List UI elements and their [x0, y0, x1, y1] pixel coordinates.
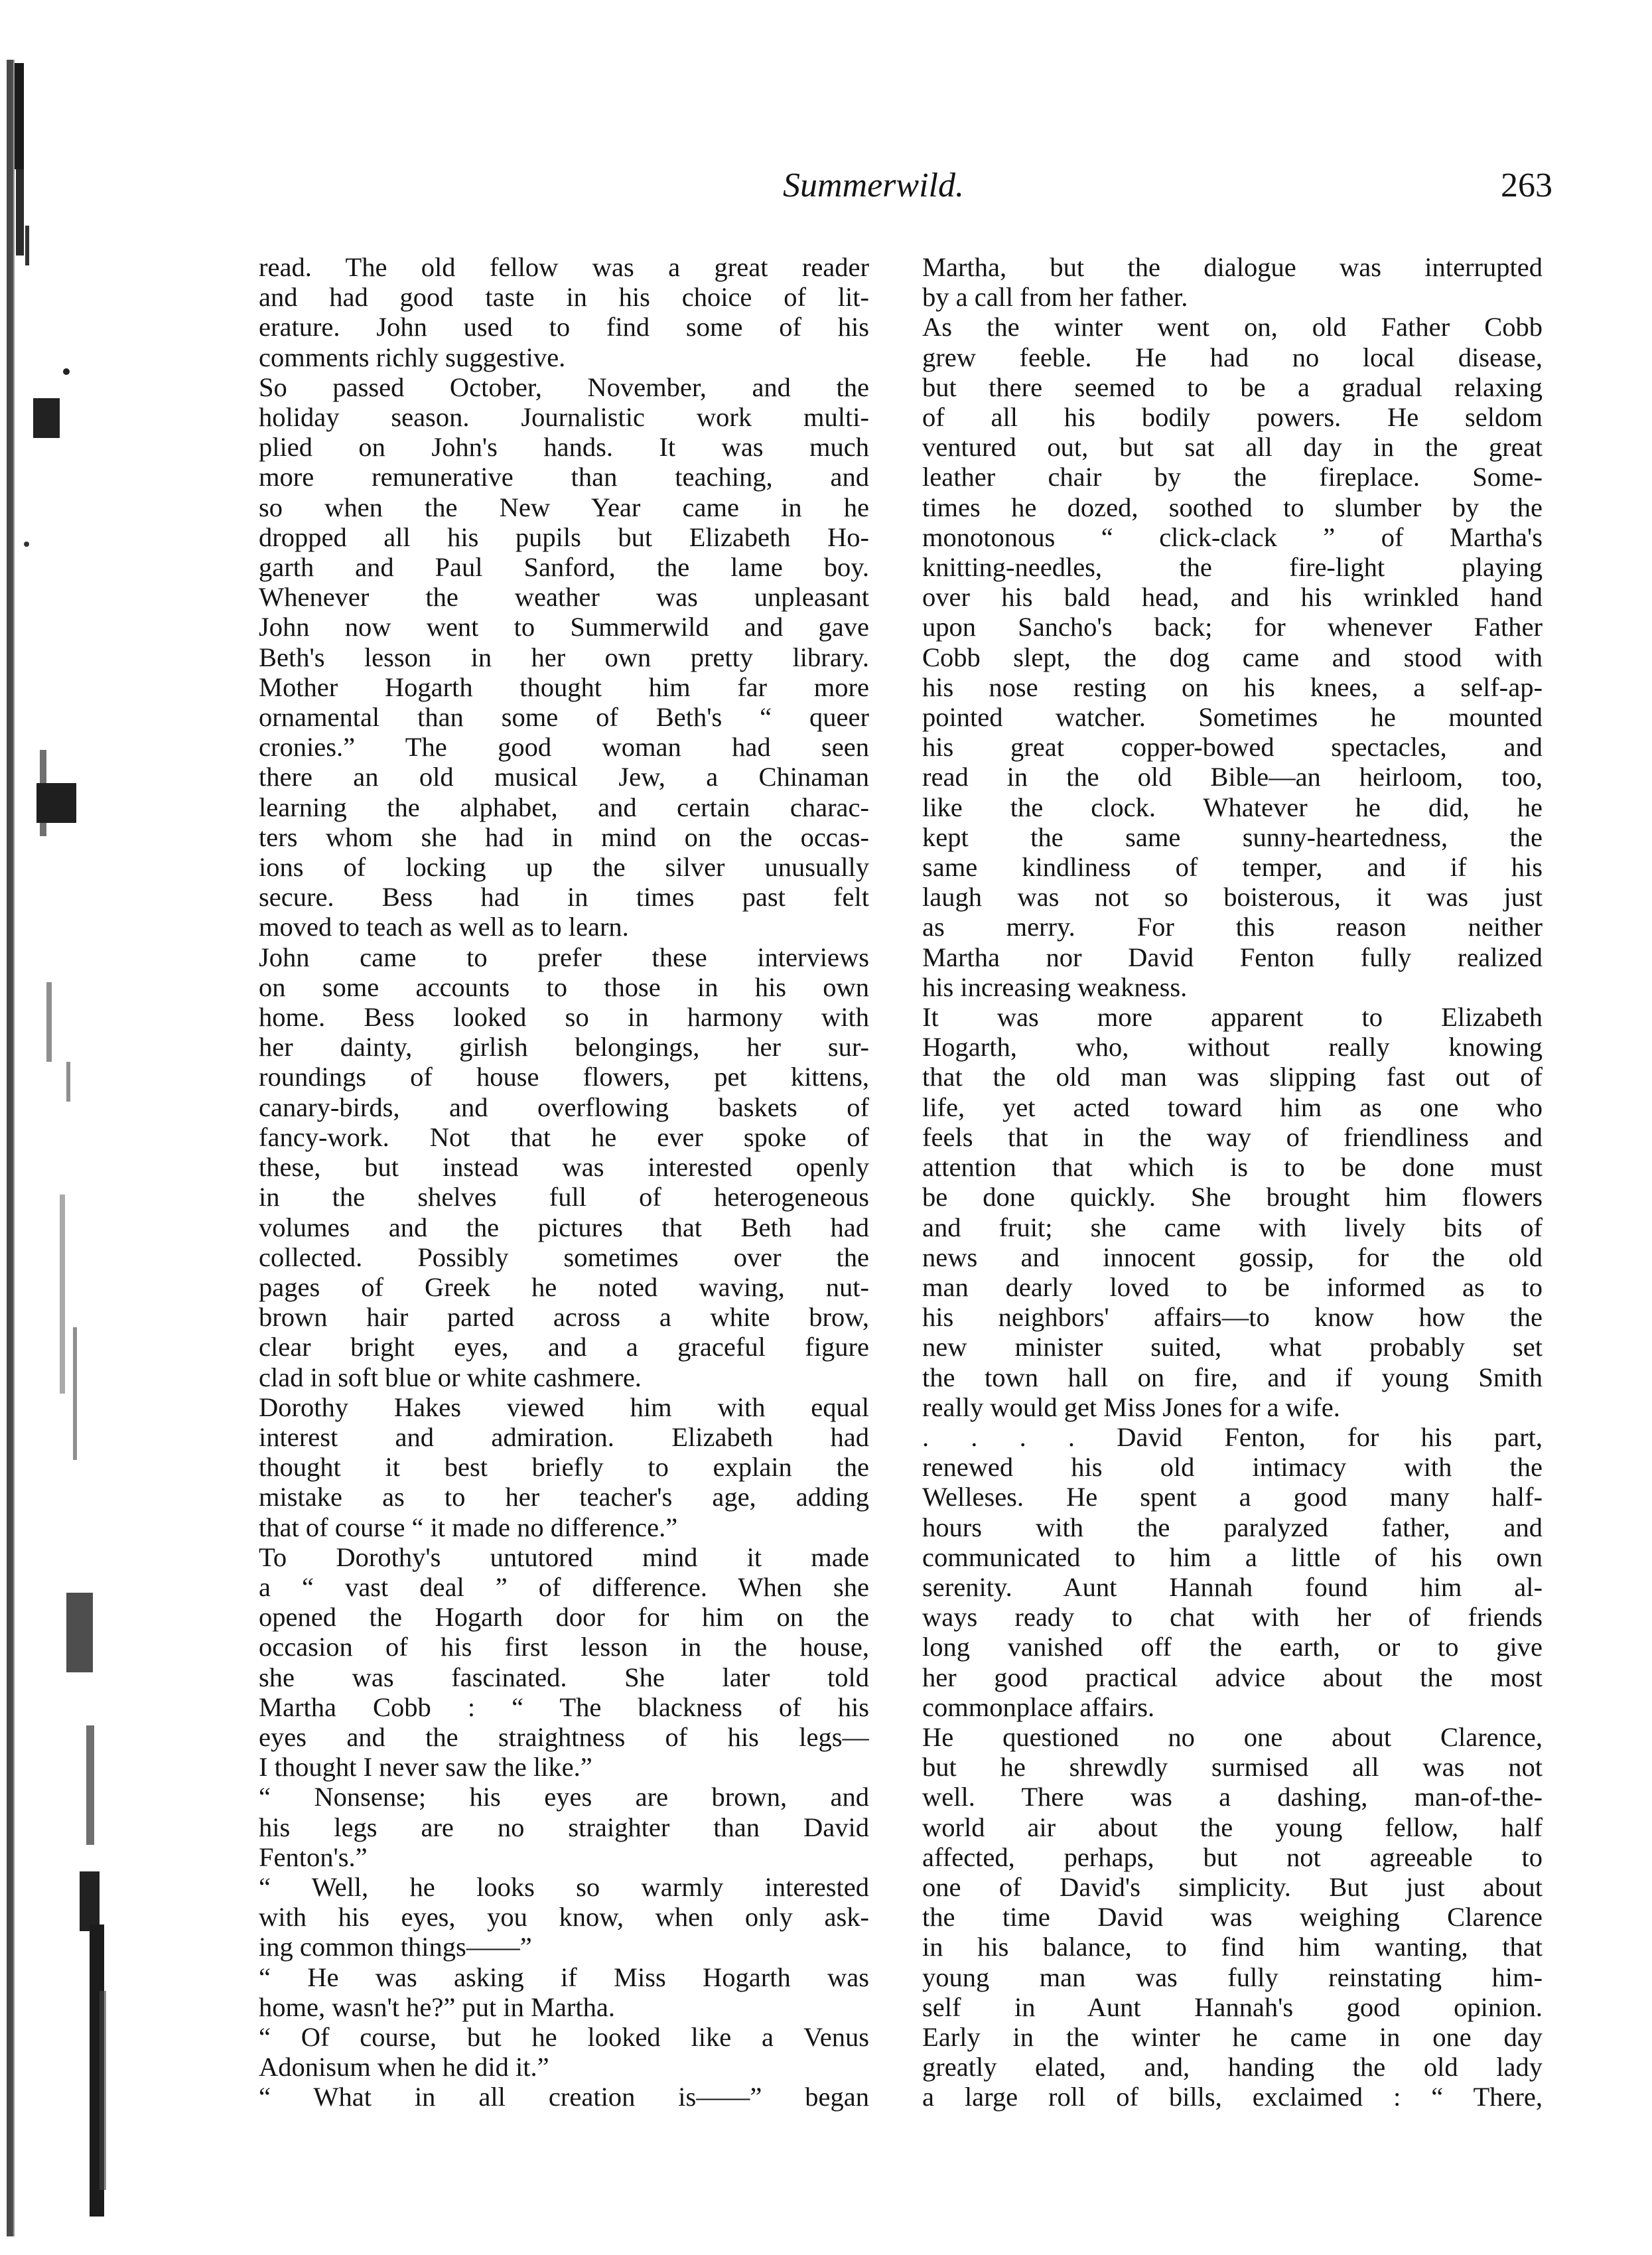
- text-line: pointed watcher. Sometimes he mounted: [922, 702, 1543, 733]
- text-line: well. There was a dashing, man-of-the-: [922, 1782, 1543, 1812]
- text-line: really would get Miss Jones for a wife.: [922, 1392, 1340, 1422]
- text-line: So passed October, November, and the: [259, 372, 869, 402]
- text-line: Cobb slept, the dog came and stood with: [922, 642, 1543, 672]
- text-line: home. Bess looked so in harmony with: [259, 1002, 869, 1033]
- text-line: volumes and the pictures that Beth had: [259, 1212, 869, 1242]
- text-line: John now went to Summerwild and gave: [259, 612, 869, 642]
- text-line: of all his bodily powers. He seldom: [922, 402, 1543, 433]
- text-line: It was more apparent to Elizabeth: [922, 1002, 1543, 1033]
- text-line: clear bright eyes, and a graceful figure: [259, 1332, 869, 1362]
- text-line: the time David was weighing Clarence: [922, 1902, 1543, 1932]
- text-line: kept the same sunny-heartedness, the: [922, 822, 1543, 852]
- text-line: man dearly loved to be informed as to: [922, 1272, 1543, 1302]
- text-line: . . . . David Fenton, for his part,: [922, 1421, 1543, 1452]
- text-line: read. The old fellow was a great reader: [259, 252, 869, 282]
- text-line: learning the alphabet, and certain charac-: [259, 792, 869, 822]
- text-line: secure. Bess had in times past felt: [259, 882, 869, 912]
- text-line: long vanished off the earth, or to give: [922, 1632, 1543, 1662]
- text-line: so when the New Year came in he: [259, 492, 869, 522]
- text-line: but there seemed to be a gradual relaxing: [922, 372, 1543, 402]
- text-line: ions of locking up the silver unusually: [259, 852, 869, 883]
- text-line: monotonous “ click-clack ” of Martha's: [922, 522, 1543, 552]
- text-line: “ Well, he looks so warmly interested: [259, 1871, 869, 1902]
- text-line: ornamental than some of Beth's “ queer: [259, 702, 869, 733]
- text-line: and fruit; she came with lively bits of: [922, 1212, 1543, 1242]
- text-line: thought it best briefly to explain the: [259, 1452, 869, 1483]
- left-text-column: [259, 252, 869, 2112]
- text-line: “ What in all creation is——” began: [259, 2082, 869, 2112]
- text-line: dropped all his pupils but Elizabeth Ho-: [259, 522, 869, 552]
- text-line: feels that in the way of friendliness and: [922, 1122, 1543, 1152]
- text-line: occasion of his first lesson in the house,: [259, 1632, 869, 1662]
- text-line: knitting-needles, the fire-light playing: [922, 552, 1543, 583]
- text-line: fancy-work. Not that he ever spoke of: [259, 1122, 869, 1152]
- text-line: times he dozed, soothed to slumber by the: [922, 492, 1543, 522]
- text-line: John came to prefer these interviews: [259, 942, 869, 972]
- text-line: new minister suited, what probably set: [922, 1332, 1543, 1362]
- text-line: young man was fully reinstating him-: [922, 1962, 1543, 1992]
- text-line: garth and Paul Sanford, the lame boy.: [259, 552, 869, 583]
- text-line: He questioned no one about Clarence,: [922, 1721, 1543, 1752]
- text-line: his increasing weakness.: [922, 972, 1188, 1002]
- text-line: Martha nor David Fenton fully realized: [922, 942, 1543, 972]
- text-line: communicated to him a little of his own: [922, 1542, 1543, 1572]
- text-line: be done quickly. She brought him flowers: [922, 1182, 1543, 1212]
- text-line: by a call from her father.: [922, 282, 1188, 313]
- text-line: serenity. Aunt Hannah found him al-: [922, 1571, 1543, 1602]
- text-line: Adonisum when he did it.”: [259, 2052, 549, 2082]
- text-line: Dorothy Hakes viewed him with equal: [259, 1392, 869, 1422]
- text-line: affected, perhaps, but not agreeable to: [922, 1842, 1543, 1872]
- text-line: commonplace affairs.: [922, 1692, 1155, 1722]
- text-line: leather chair by the fireplace. Some-: [922, 462, 1543, 492]
- text-line: Beth's lesson in her own pretty library.: [259, 642, 869, 672]
- text-line: laugh was not so boisterous, it was just: [922, 882, 1543, 912]
- text-line: she was fascinated. She later told: [259, 1662, 869, 1692]
- text-line: a large roll of bills, exclaimed : “ There,: [922, 2082, 1543, 2112]
- text-line: his legs are no straighter than David: [259, 1812, 869, 1842]
- text-line: Whenever the weather was unpleasant: [259, 582, 869, 613]
- text-line: mistake as to her teacher's age, adding: [259, 1482, 869, 1512]
- text-line: collected. Possibly sometimes over the: [259, 1242, 869, 1272]
- text-line: ters whom she had in mind on the occas-: [259, 822, 869, 852]
- text-line: news and innocent gossip, for the old: [922, 1242, 1543, 1272]
- text-line: cronies.” The good woman had seen: [259, 732, 869, 763]
- text-line: home, wasn't he?” put in Martha.: [259, 1992, 616, 2022]
- page-number: 263: [1501, 167, 1552, 204]
- text-line: that of course “ it made no difference.”: [259, 1512, 678, 1542]
- text-line: same kindliness of temper, and if his: [922, 852, 1543, 883]
- text-line: “ Of course, but he looked like a Venus: [259, 2021, 869, 2052]
- text-line: greatly elated, and, handing the old lady: [922, 2052, 1543, 2082]
- text-line: in the shelves full of heterogeneous: [259, 1182, 869, 1212]
- text-line: Martha, but the dialogue was interrupted: [922, 252, 1543, 282]
- text-line: As the winter went on, old Father Cobb: [922, 312, 1543, 342]
- text-line: her good practical advice about the most: [922, 1662, 1543, 1692]
- text-line: life, yet acted toward him as one who: [922, 1092, 1543, 1122]
- text-line: there an old musical Jew, a Chinaman: [259, 762, 869, 792]
- text-line: with his eyes, you know, when only ask-: [259, 1902, 869, 1932]
- text-line: the town hall on fire, and if young Smith: [922, 1362, 1543, 1392]
- text-line: ways ready to chat with her of friends: [922, 1602, 1543, 1633]
- text-line: hours with the paralyzed father, and: [922, 1512, 1543, 1542]
- text-line: plied on John's hands. It was much: [259, 432, 869, 463]
- text-line: Hogarth, who, without really knowing: [922, 1032, 1543, 1062]
- text-line: like the clock. Whatever he did, he: [922, 792, 1543, 822]
- binding-edge-artifact: [0, 0, 153, 2255]
- text-line: eyes and the straightness of his legs—: [259, 1721, 869, 1752]
- text-line: To Dorothy's untutored mind it made: [259, 1542, 869, 1572]
- text-line: holiday season. Journalistic work multi-: [259, 402, 869, 433]
- text-line: canary-birds, and overflowing baskets of: [259, 1092, 869, 1122]
- text-line: Fenton's.”: [259, 1842, 368, 1872]
- text-line: as merry. For this reason neither: [922, 912, 1543, 942]
- right-text-column: [922, 252, 1543, 2112]
- text-line: these, but instead was interested openly: [259, 1152, 869, 1183]
- text-line: renewed his old intimacy with the: [922, 1452, 1543, 1483]
- text-line: ventured out, but sat all day in the great: [922, 432, 1543, 463]
- text-line: and had good taste in his choice of lit-: [259, 282, 869, 313]
- text-line: pages of Greek he noted waving, nut-: [259, 1272, 869, 1302]
- text-line: opened the Hogarth door for him on the: [259, 1602, 869, 1633]
- text-line: his nose resting on his knees, a self-ap-: [922, 672, 1543, 702]
- text-line: one of David's simplicity. But just about: [922, 1871, 1543, 1902]
- text-line: clad in soft blue or white cashmere.: [259, 1362, 642, 1392]
- scan-binding-edge: [0, 0, 153, 2255]
- text-line: but he shrewdly surmised all was not: [922, 1752, 1543, 1782]
- text-line: ing common things——”: [259, 1932, 532, 1962]
- text-line: brown hair parted across a white brow,: [259, 1302, 869, 1333]
- running-title: Summerwild.: [783, 167, 964, 204]
- text-line: over his bald head, and his wrinkled hand: [922, 582, 1543, 613]
- text-line: self in Aunt Hannah's good opinion.: [922, 1992, 1543, 2022]
- text-line: roundings of house flowers, pet kittens,: [259, 1062, 869, 1092]
- text-line: more remunerative than teaching, and: [259, 462, 869, 492]
- text-line: “ He was asking if Miss Hogarth was: [259, 1962, 869, 1992]
- text-line: “ Nonsense; his eyes are brown, and: [259, 1782, 869, 1812]
- text-line: Welleses. He spent a good many half-: [922, 1482, 1543, 1512]
- text-line: Martha Cobb : “ The blackness of his: [259, 1692, 869, 1722]
- text-line: attention that which is to be done must: [922, 1152, 1543, 1183]
- text-line: his neighbors' affairs—to know how the: [922, 1302, 1543, 1333]
- text-line: comments richly suggestive.: [259, 342, 566, 372]
- text-line: read in the old Bible—an heirloom, too,: [922, 762, 1543, 792]
- text-line: his great copper-bowed spectacles, and: [922, 732, 1543, 763]
- text-line: a “ vast deal ” of difference. When she: [259, 1571, 869, 1602]
- text-line: upon Sancho's back; for whenever Father: [922, 612, 1543, 642]
- text-line: interest and admiration. Elizabeth had: [259, 1421, 869, 1452]
- text-line: in his balance, to find him wanting, that: [922, 1932, 1543, 1962]
- text-line: world air about the young fellow, half: [922, 1812, 1543, 1842]
- text-line: moved to teach as well as to learn.: [259, 912, 629, 942]
- text-line: that the old man was slipping fast out of: [922, 1062, 1543, 1092]
- text-line: Early in the winter he came in one day: [922, 2021, 1543, 2052]
- text-line: erature. John used to find some of his: [259, 312, 869, 342]
- text-line: Mother Hogarth thought him far more: [259, 672, 869, 702]
- text-line: grew feeble. He had no local disease,: [922, 342, 1543, 372]
- text-line: on some accounts to those in his own: [259, 972, 869, 1002]
- text-line: her dainty, girlish belongings, her sur-: [259, 1032, 869, 1062]
- text-line: I thought I never saw the like.”: [259, 1752, 592, 1782]
